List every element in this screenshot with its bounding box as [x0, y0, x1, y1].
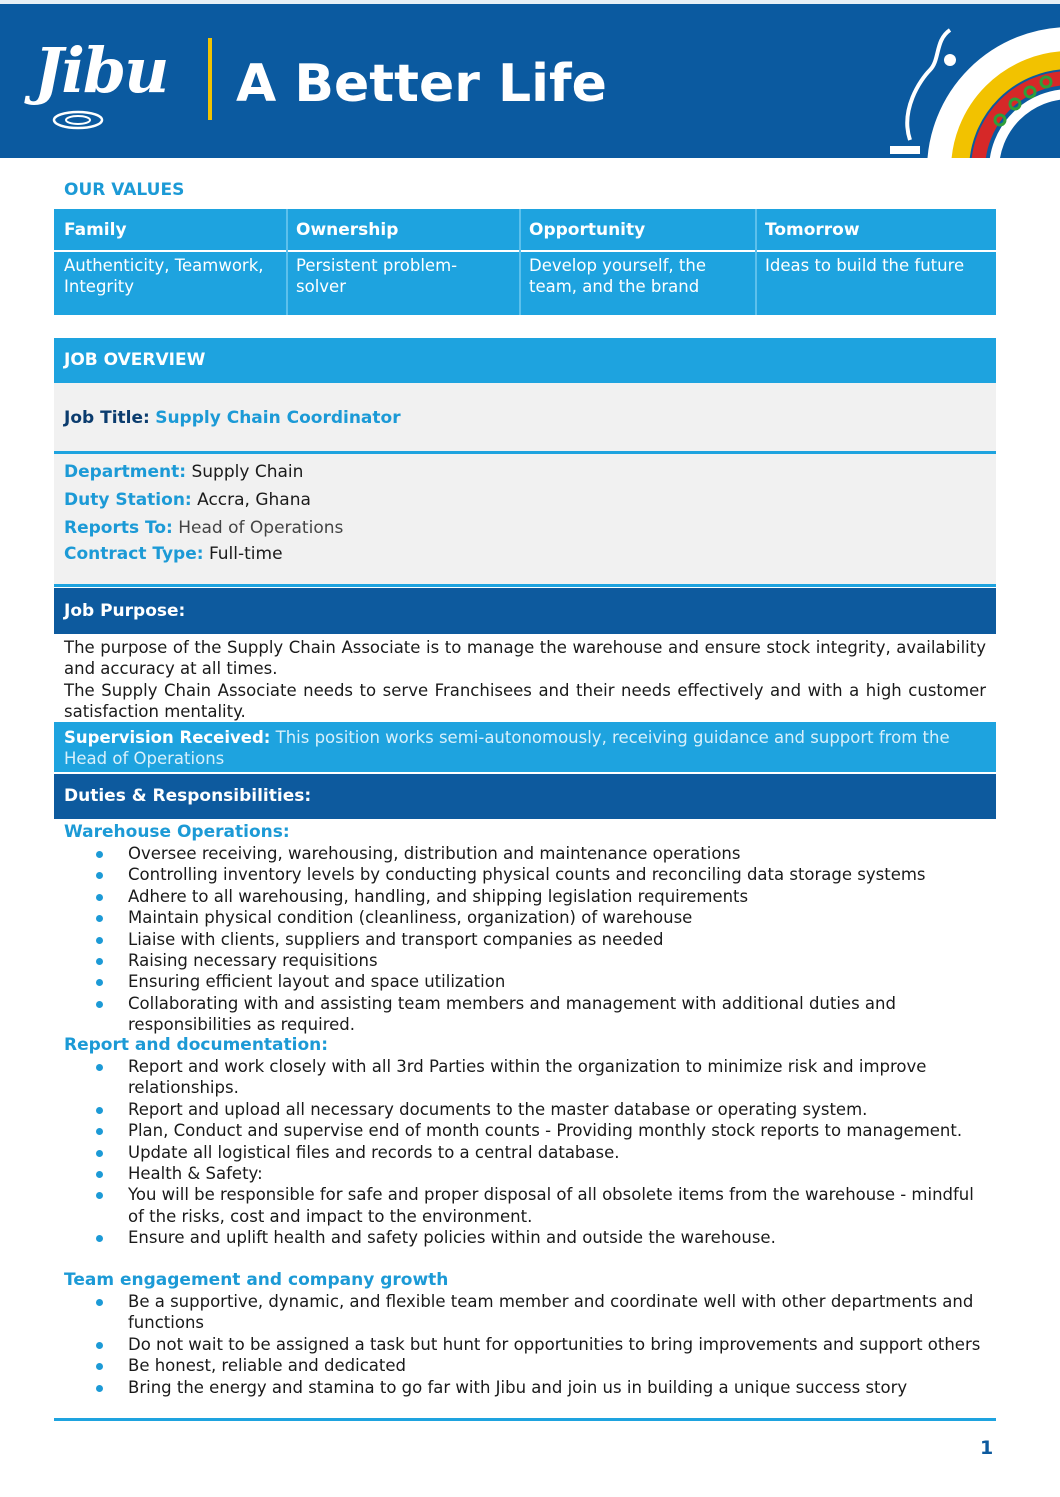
list-item: Ensuring efficient layout and space utilization — [0, 971, 988, 992]
job-title-label: Job Title: — [64, 408, 150, 428]
bullet-icon — [96, 937, 103, 944]
bullet-icon — [96, 1342, 103, 1349]
list-item: Do not wait to be assigned a task but hunt for opportunities to bring improvements and support others — [0, 1334, 988, 1355]
bullet-icon — [96, 1299, 103, 1306]
duties-bar — [54, 774, 996, 819]
job-title-line — [64, 408, 401, 428]
value-description: Develop yourself, the team, and the brand — [529, 256, 706, 296]
job-details-box — [54, 454, 996, 584]
bullet-icon — [96, 1001, 103, 1008]
list-item: Be a supportive, dynamic, and flexible team member and coordinate well with other departments and functions — [0, 1291, 988, 1334]
logo-water-drop-icon — [50, 108, 110, 132]
list-item: Raising necessary requisitions — [0, 950, 988, 971]
department-line — [64, 462, 303, 482]
value-heading: Family — [64, 220, 127, 240]
bullet-icon — [96, 1363, 103, 1370]
reports-to-line — [64, 518, 343, 538]
bullet-icon — [96, 1150, 103, 1157]
job-purpose-paragraph-1: The purpose of the Supply Chain Associate is to manage the warehouse and ensure stock integrity, availability and accuracy at all times. — [64, 638, 986, 678]
list-item: Report and upload all necessary documents to the master database or operating system. — [0, 1099, 988, 1120]
job-title-box — [54, 383, 996, 451]
job-details-rule — [54, 584, 996, 587]
duties-title: Duties & Responsibilities: — [64, 786, 312, 806]
bullet-icon — [96, 958, 103, 965]
job-purpose-bar — [54, 588, 996, 634]
bullet-icon — [96, 1171, 103, 1178]
reports-to-value: Head of Operations — [178, 518, 344, 538]
jibu-logo: Jibu — [34, 34, 168, 107]
value-tomorrow — [755, 209, 996, 315]
list-item: Maintain physical condition (cleanliness, organization) of warehouse — [0, 907, 988, 928]
supervision-text: This position works semi-autonomously, receiving guidance and support from the Head of Operations — [64, 728, 950, 768]
list-item: Report and work closely with all 3rd Parties within the organization to minimize risk and improve relationships. — [0, 1056, 988, 1099]
supervision-bar — [54, 722, 996, 772]
bullet-icon — [96, 872, 103, 879]
department-value: Supply Chain — [191, 462, 304, 482]
bullet-icon — [96, 915, 103, 922]
bullet-icon — [96, 894, 103, 901]
supervision-label: Supervision Received: — [64, 728, 271, 747]
list-item: Be honest, reliable and dedicated — [0, 1355, 988, 1376]
bullet-icon — [96, 1107, 103, 1114]
value-description: Authenticity, Teamwork, Integrity — [64, 256, 264, 296]
contract-type-line — [64, 544, 283, 564]
team-list — [0, 1291, 988, 1398]
list-item: Plan, Conduct and supervise end of month counts - Providing monthly stock reports to management. — [0, 1120, 988, 1141]
report-list — [0, 1056, 988, 1249]
list-item: Bring the energy and stamina to go far with Jibu and join us in building a unique success story — [0, 1377, 988, 1398]
bullet-icon — [96, 1192, 103, 1199]
bullet-icon — [96, 1128, 103, 1135]
list-item: Liaise with clients, suppliers and transport companies as needed — [0, 929, 988, 950]
values-section-title: OUR VALUES — [64, 180, 185, 200]
contract-type-value: Full-time — [208, 544, 283, 564]
list-item: Oversee receiving, warehousing, distribution and maintenance operations — [0, 843, 988, 864]
bullet-icon — [96, 1064, 103, 1071]
decorative-rainbow-art — [880, 0, 1060, 158]
page-header — [0, 0, 1060, 158]
value-opportunity — [519, 209, 755, 315]
department-label: Department: — [64, 462, 187, 482]
contract-type-label: Contract Type: — [64, 544, 204, 564]
duty-station-line — [64, 490, 311, 510]
job-overview-title: JOB OVERVIEW — [64, 350, 206, 370]
list-item: Health & Safety: — [0, 1163, 988, 1184]
list-item: Collaborating with and assisting team members and management with additional duties and responsibilities as required. — [0, 993, 988, 1036]
list-item: Ensure and uplift health and safety policies within and outside the warehouse. — [0, 1227, 988, 1248]
footer-rule — [54, 1418, 996, 1421]
value-description: Ideas to build the future — [765, 256, 965, 275]
page-number: 1 — [980, 1437, 994, 1459]
duty-station-value: Accra, Ghana — [197, 490, 311, 510]
job-overview-bar — [54, 338, 996, 383]
report-heading: Report and documentation: — [64, 1035, 329, 1055]
warehouse-list — [0, 843, 988, 1036]
value-ownership — [286, 209, 519, 315]
warehouse-heading: Warehouse Operations: — [64, 822, 290, 842]
list-item: Controlling inventory levels by conducting physical counts and reconciling data storage systems — [0, 864, 988, 885]
bullet-icon — [96, 979, 103, 986]
list-item: Update all logistical files and records to a central database. — [0, 1142, 988, 1163]
job-purpose-paragraph-2: The Supply Chain Associate needs to serve Franchisees and their needs effectively and with a high customer satisfaction mentality. — [64, 681, 986, 721]
bullet-icon — [96, 1385, 103, 1392]
duty-station-label: Duty Station: — [64, 490, 192, 510]
value-description: Persistent problem-solver — [296, 256, 458, 296]
values-table — [54, 209, 996, 315]
job-title-value: Supply Chain Coordinator — [155, 408, 401, 428]
reports-to-label: Reports To: — [64, 518, 173, 538]
value-heading: Opportunity — [529, 220, 646, 240]
list-item: Adhere to all warehousing, handling, and shipping legislation requirements — [0, 886, 988, 907]
list-item: You will be responsible for safe and proper disposal of all obsolete items from the warehouse - mindful of the risks, cost and impact to the environment. — [0, 1184, 988, 1227]
header-tagline: A Better Life — [236, 54, 607, 114]
header-divider — [208, 38, 212, 120]
bullet-icon — [96, 851, 103, 858]
value-heading: Ownership — [296, 220, 399, 240]
team-heading: Team engagement and company growth — [64, 1270, 449, 1290]
job-purpose-title: Job Purpose: — [64, 601, 186, 621]
value-heading: Tomorrow — [765, 220, 860, 240]
value-family — [54, 209, 286, 315]
bullet-icon — [96, 1235, 103, 1242]
